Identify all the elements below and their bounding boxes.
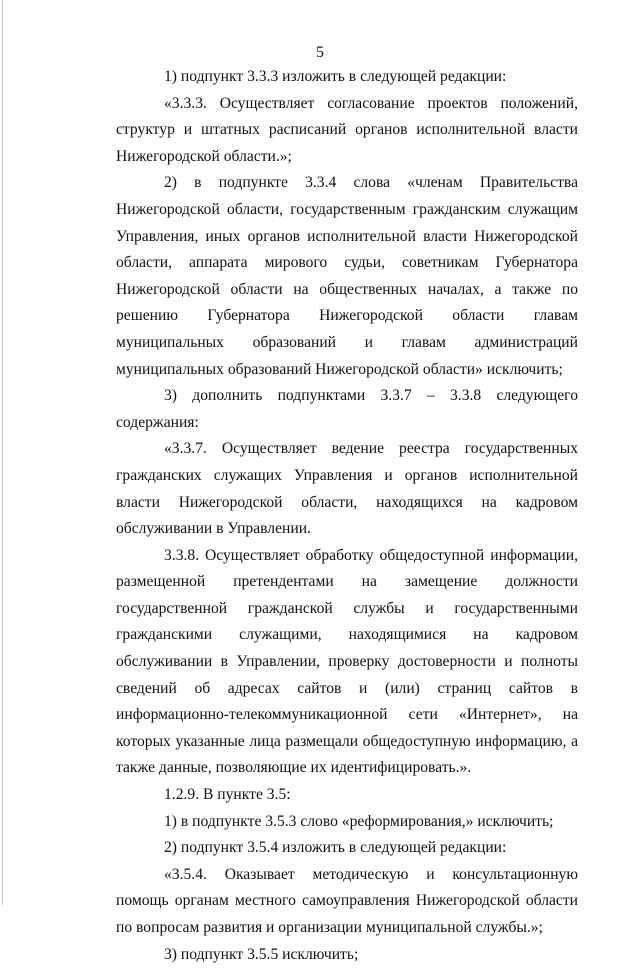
- paragraph-3: 2) в подпункте 3.3.4 слова «членам Правительства Нижегородской области, государственным гражданским служащим Управления, иных органов исполнительной власти Нижегородской области, аппарата мирового судьи, советникам Губернатора Нижегородской области на общественных началах, а также по решению Губернатора Нижегородской области главам муниципальных образований и главам администраций муниципальных образований Нижегородской области» исключить;: [116, 174, 578, 378]
- paragraph-2: «3.3.3. Осуществляет согласование проектов положений, структур и штатных расписаний органов исполнительной власти Нижегородской области.»;: [116, 94, 578, 165]
- document-body: [116, 64, 578, 968]
- page-number: 5: [316, 44, 324, 61]
- paragraph-4: 3) дополнить подпунктами 3.3.7 – 3.3.8 следующего содержания:: [116, 387, 578, 431]
- paragraph-11: 3) подпункт 3.5.5 исключить;: [164, 945, 359, 963]
- scan-edge-line: [2, 0, 3, 905]
- paragraph-5: «3.3.7. Осуществляет ведение реестра государственных гражданских служащих Управления и органов исполнительной власти Нижегородской области, находящихся на кадровом обслуживании в Управлении.: [116, 440, 578, 538]
- paragraph-1: 1) подпункт 3.3.3 изложить в следующей редакции:: [164, 68, 507, 85]
- paragraph-6: 3.3.8. Осуществляет обработку общедоступной информации, размещенной претендентами на замещение должности государственной гражданской службы и государственными гражданскими служащими, находящимися на кадровом обслуживании в Управлении, проверку достоверности и полноты сведений об адресах сайтов и (или) страниц сайтов в информационно-телекоммуникационной сети «Интернет», на которых указанные лица размещали общедоступную информацию, а также данные, позволяющие их идентифицировать.».: [116, 546, 578, 777]
- paragraph-7: 1.2.9. В пункте 3.5:: [164, 786, 291, 804]
- paragraph-8: 1) в подпункте 3.5.3 слово «реформирования,» исключить;: [164, 812, 554, 830]
- paragraph-9: 2) подпункт 3.5.4 изложить в следующей редакции:: [164, 839, 507, 857]
- paragraph-10: «3.5.4. Оказывает методическую и консультационную помощь органам местного самоуправления Нижегородской области по вопросам развития и организации муниципальной службы.»;: [116, 865, 578, 936]
